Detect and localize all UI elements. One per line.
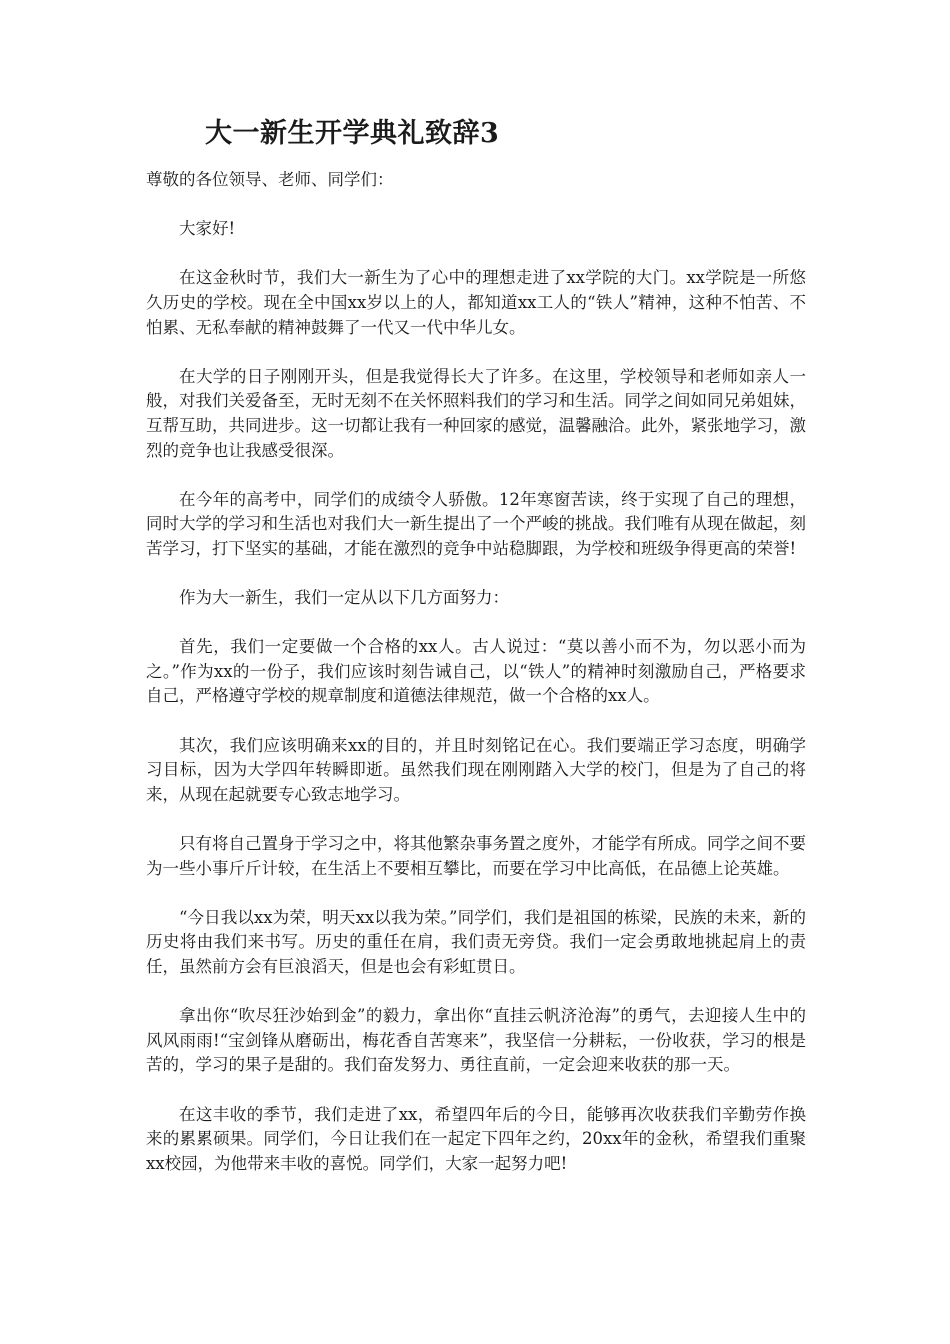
paragraph: 其次，我们应该明确来xx的目的，并且时刻铭记在心。我们要端正学习态度，明确学习目标，因为大学四年转瞬即逝。虽然我们现在刚刚踏入大学的校门，但是为了自己的将来，从现在起就要专心致志地学习。	[146, 735, 806, 804]
paragraph-greeting: 大家好!	[179, 219, 236, 239]
paragraph: 拿出你“吹尽狂沙始到金”的毅力，拿出你“直挂云帆济沧海”的勇气，去迎接人生中的风风雨雨!“宝剑锋从磨砺出，梅花香自苦寒来”，我坚信一分耕耘，一份收获，学习的根是苦的，学习的果子是甜的。我们奋发努力、勇往直前，一定会迎来收获的那一天。	[146, 1006, 806, 1075]
paragraph: 在大学的日子刚刚开头，但是我觉得长大了许多。在这里，学校领导和老师如亲人一般，对我们关爱备至，无时无刻不在关怀照料我们的学习和生活。同学之间如同兄弟姐妹，互帮互助，共同进步。这一切都让我有一种回家的感觉，温馨融洽。此外，紧张地学习，激烈的竞争也让我感受很深。	[146, 366, 806, 460]
salutation: 尊敬的各位领导、老师、同学们：	[146, 170, 394, 189]
document-title: 大一新生开学典礼致辞3	[205, 118, 500, 149]
paragraph: 在这丰收的季节，我们走进了xx，希望四年后的今日，能够再次收获我们辛勤劳作换来的累累硕果。同学们，今日让我们在一起定下四年之约，20xx年的金秋，希望我们重聚xx校园，为他带来丰收的喜悦。同学们，大家一起努力吧!	[146, 1104, 806, 1173]
paragraph: 在今年的高考中，同学们的成绩令人骄傲。12年寒窗苦读，终于实现了自己的理想，同时大学的学习和生活也对我们大一新生提出了一个严峻的挑战。我们唯有从现在做起，刻苦学习，打下坚实的基础，才能在激烈的竞争中站稳脚跟，为学校和班级争得更高的荣誉!	[146, 489, 806, 558]
paragraph: “今日我以xx为荣，明天xx以我为荣。”同学们，我们是祖国的栋梁，民族的未来，新的历史将由我们来书写。历史的重任在肩，我们责无旁贷。我们一定会勇敢地挑起肩上的责任，虽然前方会有巨浪滔天，但是也会有彩虹贯日。	[146, 907, 806, 976]
paragraph: 在这金秋时节，我们大一新生为了心中的理想走进了xx学院的大门。xx学院是一所悠久历史的学校。现在全中国xx岁以上的人，都知道xx工人的“铁人”精神，这种不怕苦、不怕累、无私奉献的精神鼓舞了一代又一代中华儿女。	[146, 268, 806, 337]
document-body	[146, 168, 806, 1201]
paragraph: 作为大一新生，我们一定从以下几方面努力：	[179, 588, 509, 608]
paragraph: 首先，我们一定要做一个合格的xx人。古人说过：“莫以善小而不为，勿以恶小而为之。”作为xx的一份子，我们应该时刻告诫自己，以“铁人”的精神时刻激励自己，严格要求自己，严格遵守学校的规章制度和道德法律规范，做一个合格的xx人。	[146, 637, 806, 706]
paragraph: 只有将自己置身于学习之中，将其他繁杂事务置之度外，才能学有所成。同学之间不要为一些小事斤斤计较，在生活上不要相互攀比，而要在学习中比高低，在品德上论英雄。	[146, 834, 806, 878]
